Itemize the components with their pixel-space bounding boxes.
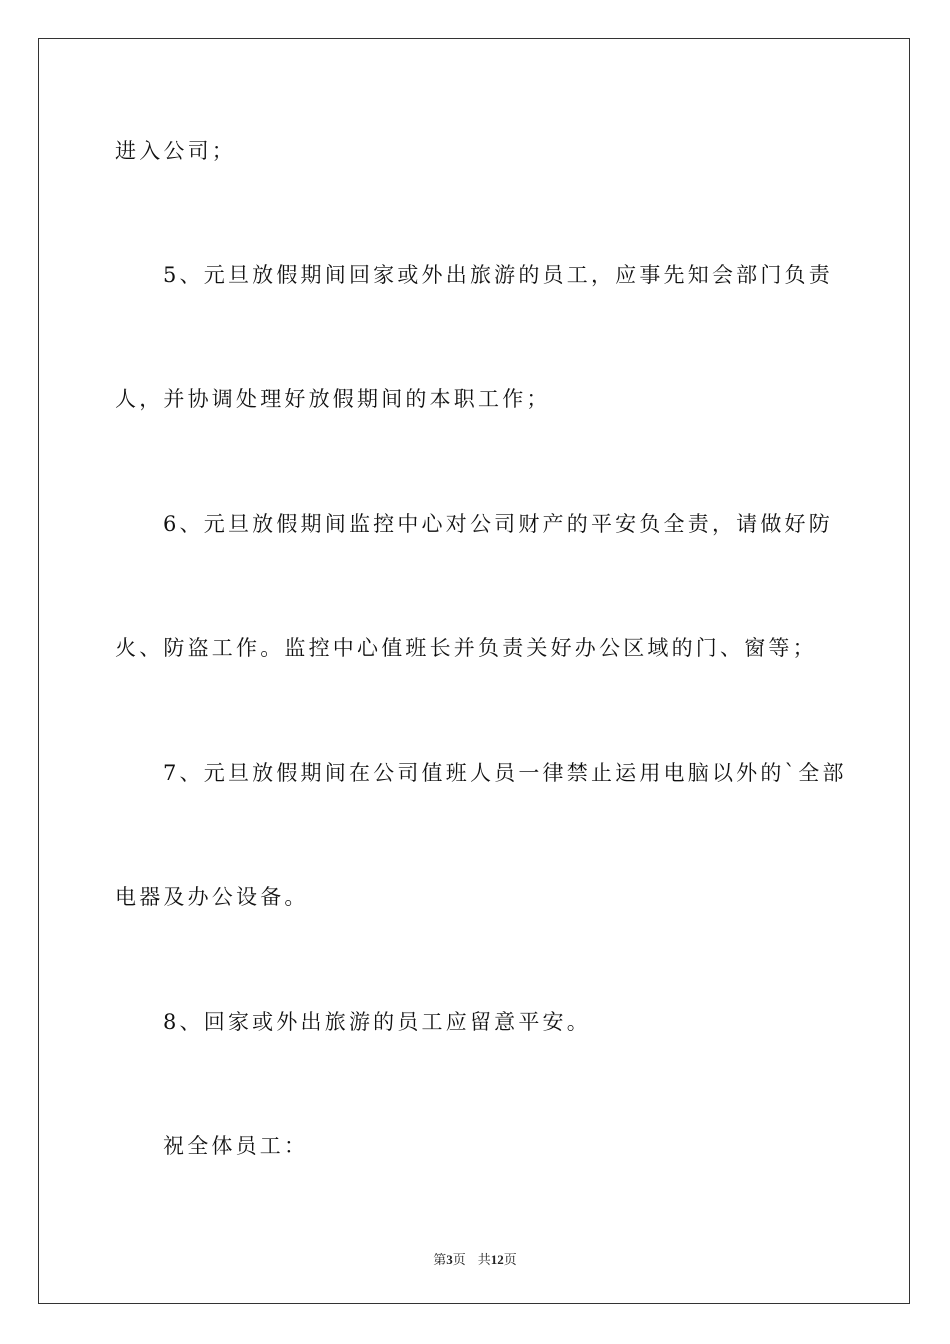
text-line-1: 进入公司； bbox=[115, 139, 236, 163]
text-line-7: 电器及办公设备。 bbox=[115, 885, 309, 909]
text-line-4: 6、元旦放假期间监控中心对公司财产的平安负全责，请做好防 bbox=[163, 512, 833, 536]
text-line-6: 7、元旦放假期间在公司值班人员一律禁止运用电脑以外的`全部 bbox=[163, 761, 847, 785]
text-line-3: 人，并协调处理好放假期间的本职工作； bbox=[115, 387, 551, 411]
total-suffix: 页 bbox=[503, 1252, 517, 1267]
page-number: 3 bbox=[446, 1252, 453, 1267]
page-frame bbox=[38, 38, 910, 1304]
total-prefix: 共 bbox=[477, 1252, 491, 1267]
page-prefix: 第 bbox=[433, 1252, 447, 1267]
text-line-5: 火、防盗工作。监控中心值班长并负责关好办公区域的门、窗等； bbox=[115, 636, 817, 660]
text-line-8: 8、回家或外出旅游的员工应留意平安。 bbox=[163, 1010, 591, 1034]
page-footer bbox=[0, 1249, 950, 1268]
page-suffix: 页 bbox=[452, 1252, 466, 1267]
text-line-9: 祝全体员工： bbox=[163, 1134, 309, 1158]
total-pages: 12 bbox=[490, 1252, 504, 1267]
text-line-2: 5、元旦放假期间回家或外出旅游的员工，应事先知会部门负责 bbox=[163, 263, 833, 287]
